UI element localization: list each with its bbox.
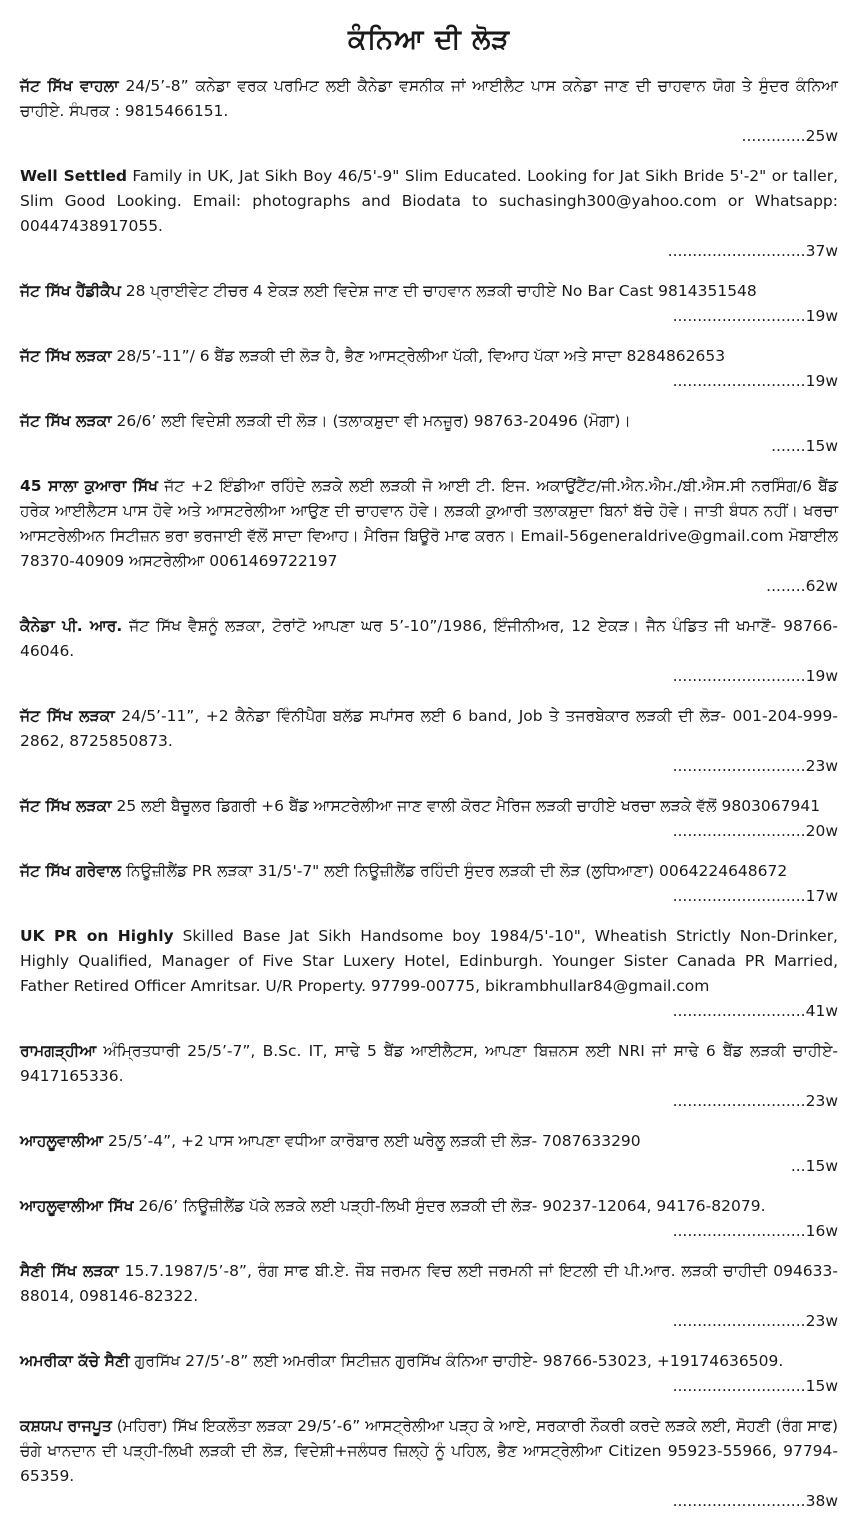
ad-ref-code: ...........................20w: [672, 822, 838, 840]
ad-lead: ਕਸ਼ਯਪ ਰਾਜਪੂਤ: [20, 1417, 112, 1435]
ad-body: (ਮਹਿਰਾ) ਸਿੱਖ ਇਕਲੌਤਾ ਲੜਕਾ 29/5’-6” ਆਸਟ੍ਰੇਲੀਆ ਪੜ੍ਹ ਕੇ ਆਏ, ਸਰਕਾਰੀ ਨੌਕਰੀ ਕਰਦੇ ਲੜਕੇ ਲਈ, ਸੋਹਣੀ (ਰੰਗ ਸਾਫ) ਚੰਗੇ ਖਾਨਦਾਨ ਦੀ ਪੜ੍ਹੀ-ਲਿਖੀ ਲੜਕੀ ਦੀ ਲੋੜ, ਵਿਦੇਸ਼ੀ+ਜਲੰਧਰ ਜ਼ਿਲ੍ਹੇ ਨੂੰ ਪਹਿਲ, ਭੈਣ ਆਸਟ੍ਰੇਲੀਆ Citizen 95923-55966, 97794-65359.: [20, 1417, 839, 1485]
ad-lead: UK PR on Highly: [20, 927, 174, 945]
ad-text: [20, 474, 838, 574]
classified-ad: [20, 1349, 838, 1399]
classified-ad: [20, 1194, 838, 1244]
ad-lead: Well Settled: [20, 167, 127, 185]
ad-text: [20, 924, 838, 999]
ad-text: [20, 344, 838, 369]
ad-lead: ਕੈਨੇਡਾ ਪੀ. ਆਰ.: [20, 617, 123, 635]
ad-ref-code: ...........................23w: [672, 1092, 838, 1110]
ad-body: Family in UK, Jat Sikh Boy 46/5'-9" Slim Educated. Looking for Jat Sikh Bride 5'-2" or taller, Slim Good Looking. Email: photographs and Biodata to suchasingh300@yahoo.com or Whatsapp: 00447438917055.: [20, 167, 839, 235]
ad-ref-code: ...........................41w: [672, 1002, 838, 1020]
ad-ref-code: ........62w: [766, 577, 838, 595]
ad-text: [20, 74, 838, 124]
ad-lead: ਜੱਟ ਸਿੱਖ ਹੈਂਡੀਕੈਪ: [20, 282, 121, 300]
ad-text: [20, 409, 838, 434]
ad-body: 24/5’-11”, +2 ਕੈਨੇਡਾ ਵਿੰਨੀਪੈਗ ਬਲੱਡ ਸਪਾਂਸਰ ਲਈ 6 band, Job ਤੇ ਤਜਰਬੇਕਾਰ ਲੜਕੀ ਦੀ ਲੋੜ- 001-204-999-2862, 8725850873.: [20, 707, 838, 750]
classified-ad: [20, 1039, 838, 1114]
ad-ref-code: ...........................19w: [672, 307, 838, 325]
classified-ad: [20, 164, 838, 264]
classified-ad: [20, 859, 838, 909]
classified-ad: [20, 409, 838, 459]
ad-text: [20, 859, 838, 884]
ad-ref-code: ...........................19w: [672, 667, 838, 685]
ad-body: ਜੱਟ ਸਿੱਖ ਵੈਸ਼ਨੂੰ ਲੜਕਾ, ਟੋਰਾਂਟੋ ਆਪਣਾ ਘਰ 5’-10”/1986, ਇੰਜੀਨੀਅਰ, 12 ਏਕੜ। ਜੈਨ ਪੰਡਿਤ ਜੀ ਖਮਾਣੋਂ- 98766-46046.: [20, 617, 838, 660]
ad-lead: ਰਾਮਗੜ੍ਹੀਆ: [20, 1042, 97, 1060]
ad-text: [20, 704, 838, 754]
ad-ref-code: ............................37w: [667, 242, 838, 260]
ad-text: [20, 794, 838, 819]
classified-ad: [20, 614, 838, 689]
ad-body: 25/5’-4”, +2 ਪਾਸ ਆਪਣਾ ਵਧੀਆ ਕਾਰੋਬਾਰ ਲਈ ਘਰੇਲੂ ਲੜਕੀ ਦੀ ਲੋੜ- 7087633290: [103, 1132, 641, 1150]
ad-ref-code: ...........................16w: [672, 1222, 838, 1240]
ad-text: [20, 164, 838, 239]
ad-body: 25 ਲਈ ਬੈਚੂਲਰ ਡਿਗਰੀ +6 ਬੈਂਡ ਆਸਟਰੇਲੀਆ ਜਾਣ ਵਾਲੀ ਕੋਰਟ ਮੈਰਿਜ ਲੜਕੀ ਚਾਹੀਏ ਖਰਚਾ ਲੜਕੇ ਵੱਲੋਂ 9803067941: [111, 797, 821, 815]
ad-lead: ਜੱਟ ਸਿੱਖ ਲੜਕਾ: [20, 347, 112, 365]
ad-body: ਨਿਊਜ਼ੀਲੈਂਡ PR ਲੜਕਾ 31/5'-7" ਲਈ ਨਿਊਜ਼ੀਲੈਂਡ ਰਹਿੰਦੀ ਸੁੰਦਰ ਲੜਕੀ ਦੀ ਲੋੜ (ਲੁਧਿਆਣਾ) 0064224648672: [121, 862, 788, 880]
ad-lead: ਸੈਣੀ ਸਿੱਖ ਲੜਕਾ: [20, 1262, 119, 1280]
ad-text: [20, 1414, 838, 1489]
ad-ref-code: ...15w: [790, 1157, 838, 1175]
classified-ad: [20, 704, 838, 779]
classified-ad: [20, 1414, 838, 1514]
ad-ref-code: ...........................19w: [672, 372, 838, 390]
ad-ref-code: .............25w: [741, 127, 838, 145]
ad-lead: 45 ਸਾਲਾ ਕੁਆਰਾ ਸਿੱਖ: [20, 477, 159, 495]
classified-ad: [20, 474, 838, 599]
ad-lead: ਜੱਟ ਸਿੱਖ ਲੜਕਾ: [20, 707, 115, 725]
ad-text: [20, 279, 838, 304]
ad-lead: ਜੱਟ ਸਿੱਖ ਗਰੇਵਾਲ: [20, 862, 122, 880]
ad-ref-code: .......15w: [771, 437, 838, 455]
ad-text: [20, 1129, 838, 1154]
classified-ad: [20, 279, 838, 329]
classified-ad: [20, 1129, 838, 1179]
ad-lead: ਜੱਟ ਸਿੱਖ ਵਾਹਲਾ: [20, 77, 119, 95]
ad-body: ਗੁਰਸਿੱਖ 27/5’-8” ਲਈ ਅਮਰੀਕਾ ਸਿਟੀਜ਼ਨ ਗੁਰਸਿੱਖ ਕੰਨਿਆ ਚਾਹੀਏ- 98766-53023, +19174636509.: [129, 1352, 784, 1370]
classified-ad: [20, 344, 838, 394]
ad-text: [20, 1349, 838, 1374]
ad-text: [20, 1039, 838, 1089]
ad-body: 28 ਪ੍ਰਾਈਵੇਟ ਟੀਚਰ 4 ਏਕੜ ਲਈ ਵਿਦੇਸ਼ ਜਾਣ ਦੀ ਚਾਹਵਾਨ ਲੜਕੀ ਚਾਹੀਏ No Bar Cast 9814351548: [120, 282, 757, 300]
ad-body: 24/5’-8” ਕਨੇਡਾ ਵਰਕ ਪਰਮਿਟ ਲਈ ਕੈਨੇਡਾ ਵਸਨੀਕ ਜਾਂ ਆਈਲੈਟ ਪਾਸ ਕਨੇਡਾ ਜਾਣ ਦੀ ਚਾਹਵਾਨ ਯੋਗ ਤੇ ਸੁੰਦਰ ਕੰਨਿਆ ਚਾਹੀਏ. ਸੰਪਰਕ : 9815466151.: [20, 77, 838, 120]
ad-lead: ਜੱਟ ਸਿੱਖ ਲੜਕਾ: [20, 797, 112, 815]
classified-ad: [20, 794, 838, 844]
ad-body: ਜੱਟ +2 ਇੰਡੀਆ ਰਹਿੰਦੇ ਲੜਕੇ ਲਈ ਲੜਕੀ ਜੋ ਆਈ ਟੀ. ਇਜ. ਅਕਾਉਂਟੈਂਟ/ਜੀ.ਐਨ.ਐਮ./ਬੀ.ਐਸ.ਸੀ ਨਰਸਿੰਗ/6 ਬੈਂਡ ਹਰੇਕ ਆਈਲੈਟਸ ਪਾਸ ਹੋਵੇ ਅਤੇ ਆਸਟਰੇਲੀਆ ਆਉਣ ਦੀ ਚਾਹਵਾਨ ਹੋਵੇ। ਲੜਕੀ ਕੁਆਰੀ ਤਲਾਕਸ਼ੁਦਾ ਬਿਨਾਂ ਬੱਚੇ ਹੋਵੇ। ਜਾਤੀ ਬੰਧਨ ਨਹੀਂ। ਖਰਚਾ ਆਸਟਰੇਲੀਅਨ ਸਿਟੀਜ਼ਨ ਭਰਾ ਭਰਜਾਈ ਵੱਲੋਂ ਸਾਦਾ ਵਿਆਹ। ਮੈਰਿਜ ਬਿਊਰੋ ਮਾਫ ਕਰਨ। Email-56generaldrive@gmail.com ਮੋਬਾਈਲ 78370-40909 ਅਸਟਰੇਲੀਆ 0061469722197: [20, 477, 838, 570]
ad-ref-code: ...........................23w: [672, 757, 838, 775]
ad-text: [20, 1194, 838, 1219]
classified-ad: [20, 1259, 838, 1334]
ad-ref-code: ...........................17w: [672, 887, 838, 905]
page-title: ਕੰਨਿਆ ਦੀ ਲੋੜ: [347, 24, 511, 55]
classified-ad: [20, 924, 838, 1024]
ad-lead: ਅਮਰੀਕਾ ਕੱਚੇ ਸੈਣੀ: [20, 1352, 130, 1370]
ads-list: [20, 74, 838, 1514]
ad-ref-code: ...........................38w: [672, 1492, 838, 1510]
ad-text: [20, 614, 838, 664]
ad-ref-code: ...........................23w: [672, 1312, 838, 1330]
ad-body: Skilled Base Jat Sikh Handsome boy 1984/5'-10", Wheatish Strictly Non-Drinker, Highly Qualified, Manager of Five Star Luxery Hotel, Edinburgh. Younger Sister Canada PR Married, Father Retired Officer Amritsar. U/R Property. 97799-00775, bikrambhullar84@gmail.com: [20, 927, 838, 995]
ad-text: [20, 1259, 838, 1309]
ad-body: 26/6’ ਲਈ ਵਿਦੇਸ਼ੀ ਲੜਕੀ ਦੀ ਲੋੜ। (ਤਲਾਕਸ਼ੁਦਾ ਵੀ ਮਨਜ਼ੂਰ) 98763-20496 (ਮੋਗਾ)।: [111, 412, 631, 430]
ad-body: 15.7.1987/5’-8”, ਰੰਗ ਸਾਫ ਬੀ.ਏ. ਜੌਬ ਜਰਮਨ ਵਿਚ ਲਈ ਜਰਮਨੀ ਜਾਂ ਇਟਲੀ ਦੀ ਪੀ.ਆਰ. ਲੜਕੀ ਚਾਹੀਦੀ 094633-88014, 098146-82322.: [20, 1262, 838, 1305]
ad-lead: ਆਹਲੂਵਾਲੀਆ ਸਿੱਖ: [20, 1197, 134, 1215]
ad-body: ਅੰਮ੍ਰਿਤਧਾਰੀ 25/5’-7”, B.Sc. IT, ਸਾਢੇ 5 ਬੈਂਡ ਆਈਲੈਟਸ, ਆਪਣਾ ਬਿਜ਼ਨਸ ਲਈ NRI ਜਾਂ ਸਾਢੇ 6 ਬੈਂਡ ਲੜਕੀ ਚਾਹੀਏ- 9417165336.: [20, 1042, 838, 1085]
ad-body: 26/6’ ਨਿਊਜ਼ੀਲੈਂਡ ਪੱਕੇ ਲੜਕੇ ਲਈ ਪੜ੍ਹੀ-ਲਿਖੀ ਸੁੰਦਰ ਲੜਕੀ ਦੀ ਲੋੜ- 90237-12064, 94176-82079.: [133, 1197, 766, 1215]
ad-ref-code: ...........................15w: [672, 1377, 838, 1395]
classified-ad: [20, 74, 838, 149]
ad-lead: ਜੱਟ ਸਿੱਖ ਲੜਕਾ: [20, 412, 112, 430]
ad-body: 28/5’-11”/ 6 ਬੈਂਡ ਲੜਕੀ ਦੀ ਲੋੜ ਹੈ, ਭੈਣ ਆਸਟ੍ਰੇਲੀਆ ਪੱਕੀ, ਵਿਆਹ ਪੱਕਾ ਅਤੇ ਸਾਦਾ 8284862653: [111, 347, 726, 365]
ad-lead: ਆਹਲੂਵਾਲੀਆ: [20, 1132, 104, 1150]
